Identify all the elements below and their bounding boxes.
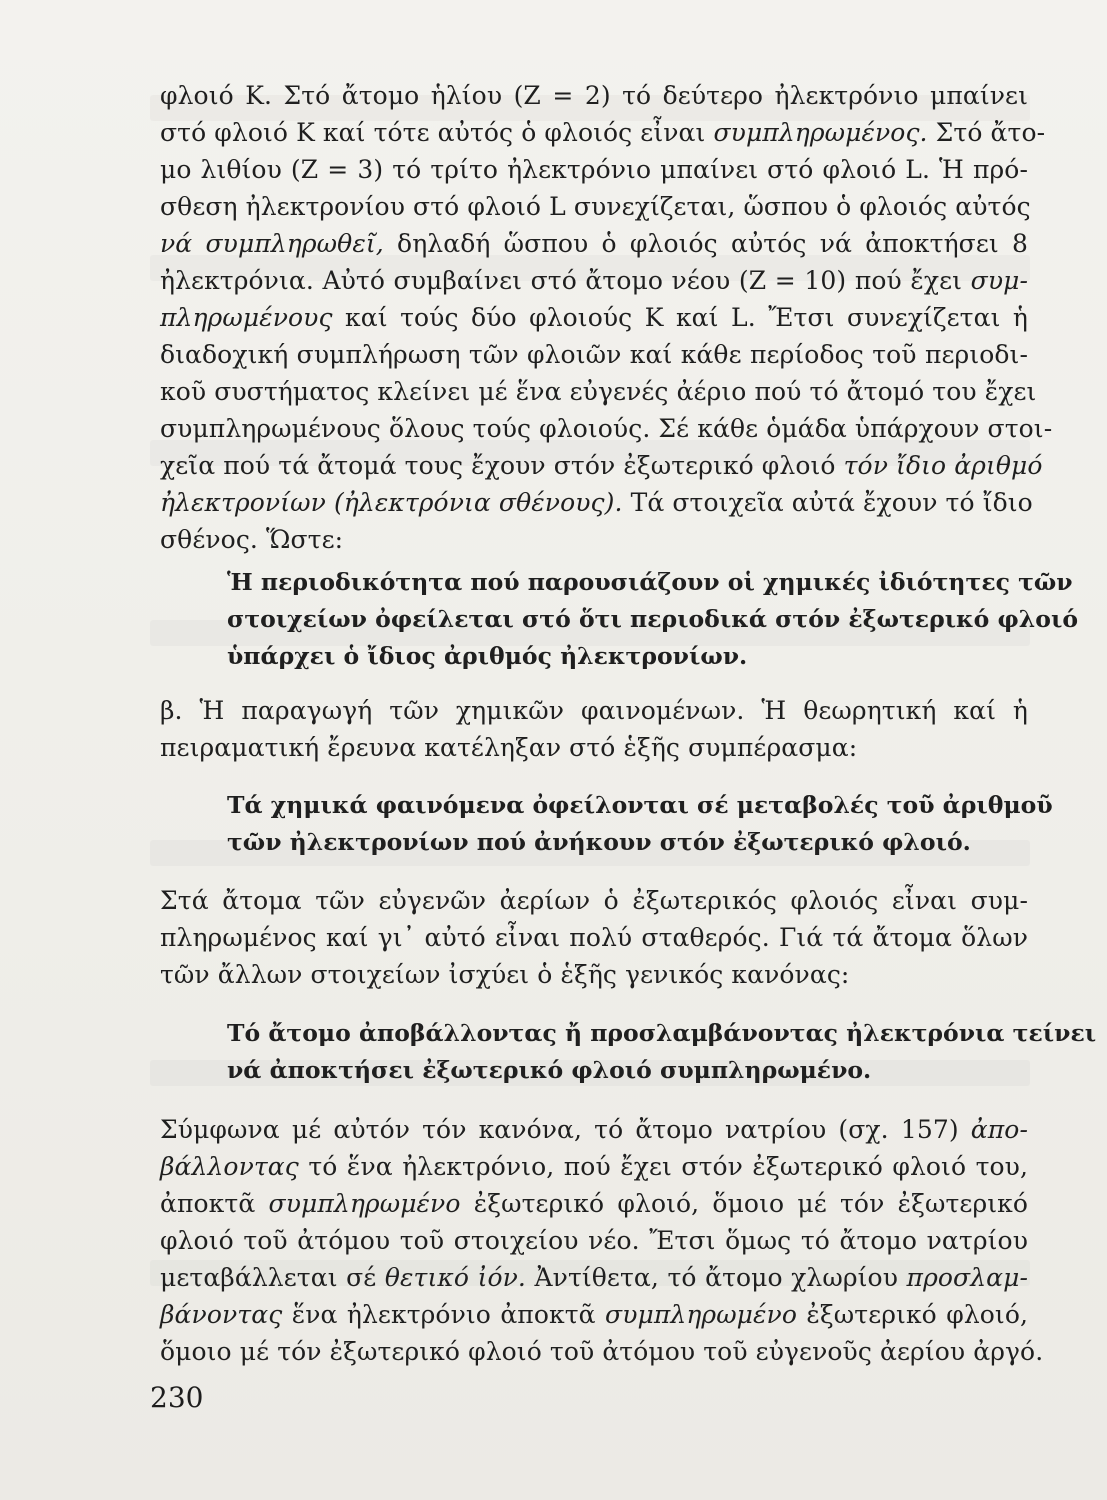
- text-line: ὅμοιο μέ τόν ἐξωτερικό φλοιό τοῦ ἀτόμου τοῦ εὐγενοῦς ἀερίου ἀργό.: [160, 1337, 1044, 1366]
- text-line: ἀποκτᾶ συμπληρωμένο ἐξωτερικό φλοιό, ὅμοιο μέ τόν ἐξωτερικό: [160, 1189, 1029, 1218]
- text-line: πληρωμένους καί τούς δύο φλοιούς K καί L. Ἔτσι συνεχίζεται ἡ: [160, 303, 1029, 332]
- rule-line: τῶν ἠλεκτρονίων πού ἀνήκουν στόν ἐξωτερικό φλοιό.: [227, 828, 971, 856]
- text-line: πειραματική ἔρευνα κατέληξαν στό ἑξῆς συμπέρασμα:: [160, 733, 858, 762]
- rule-octet: [227, 1015, 1097, 1089]
- text-line: μο λιθίου (Z = 3) τό τρίτο ἠλεκτρόνιο μπαίνει στό φλοιό L. Ἡ πρό-: [160, 155, 1028, 184]
- paragraph-sodium-chlorine: [160, 1111, 1044, 1370]
- page-number: 230: [150, 1381, 204, 1414]
- text-line: Στά ἄτομα τῶν εὐγενῶν ἀερίων ὁ ἐξωτερικός φλοιός εἶναι συμ-: [160, 886, 1028, 915]
- text-line: σθένος. Ὥστε:: [160, 525, 344, 554]
- text-line: σθεση ἠλεκτρονίου στό φλοιό L συνεχίζεται, ὥσπου ὁ φλοιός αὐτός: [160, 192, 1031, 221]
- paragraph-chemical-phenomena: [160, 692, 1028, 766]
- text-line: στό φλοιό K καί τότε αὐτός ὁ φλοιός εἶναι συμπληρωμένος. Στό ἄτο-: [160, 118, 1046, 147]
- rule-line: στοιχείων ὀφείλεται στό ὅτι περιοδικά στόν ἐξωτερικό φλοιό: [227, 605, 1078, 633]
- rule-chemical-changes: [227, 787, 1053, 861]
- text-line: χεῖα πού τά ἄτομά τους ἔχουν στόν ἐξωτερικό φλοιό τόν ἴδιο ἀριθμό: [160, 451, 1043, 480]
- rule-periodicity: [227, 564, 1078, 675]
- text-line: ἠλεκτρονίων (ἠλεκτρόνια σθένους). Τά στοιχεῖα αὐτά ἔχουν τό ἴδιο: [160, 488, 1033, 517]
- text-line: βάνοντας ἕνα ἠλεκτρόνιο ἀποκτᾶ συμπληρωμένο ἐξωτερικό φλοιό,: [160, 1300, 1029, 1329]
- rule-line: Τό ἄτομο ἀποβάλλοντας ἤ προσλαμβάνοντας ἠλεκτρόνια τείνει: [227, 1019, 1097, 1047]
- text-line: φλοιό τοῦ ἀτόμου τοῦ στοιχείου νέο. Ἔτσι ὅμως τό ἄτομο νατρίου: [160, 1226, 1028, 1255]
- paragraph-noble-gases: [160, 882, 1028, 993]
- text-line: ἠλεκτρόνια. Αὐτό συμβαίνει στό ἄτομο νέου (Z = 10) πού ἔχει συμ-: [160, 266, 1029, 295]
- rule-line: ὑπάρχει ὁ ἴδιος ἀριθμός ἠλεκτρονίων.: [227, 642, 748, 670]
- text-line: βάλλοντας τό ἕνα ἠλεκτρόνιο, πού ἔχει στόν ἐξωτερικό φλοιό του,: [160, 1152, 1028, 1181]
- text-line: Σύμφωνα μέ αὐτόν τόν κανόνα, τό ἄτομο νατρίου (σχ. 157) ἀπο-: [160, 1115, 1029, 1144]
- text-line: πληρωμένος καί γι᾽ αὐτό εἶναι πολύ σταθερός. Γιά τά ἄτομα ὅλων: [160, 923, 1028, 952]
- text-line: διαδοχική συμπλήρωση τῶν φλοιῶν καί κάθε περίοδος τοῦ περιοδι-: [160, 340, 1028, 369]
- text-line: μεταβάλλεται σέ θετικό ἰόν. Ἀντίθετα, τό ἄτομο χλωρίου προσλαμ-: [160, 1263, 1029, 1292]
- text-line: φλοιό K. Στό ἄτομο ἡλίου (Z = 2) τό δεύτερο ἠλεκτρόνιο μπαίνει: [160, 81, 1028, 110]
- text-line: κοῦ συστήματος κλείνει μέ ἕνα εὐγενές ἀέριο πού τό ἄτομό του ἔχει: [160, 377, 1037, 406]
- rule-line: νά ἀποκτήσει ἐξωτερικό φλοιό συμπληρωμένο.: [227, 1056, 872, 1084]
- text-line: νά συμπληρωθεῖ, δηλαδή ὥσπου ὁ φλοιός αὐτός νά ἀποκτήσει 8: [160, 229, 1029, 258]
- text-line: συμπληρωμένους ὅλους τούς φλοιούς. Σέ κάθε ὁμάδα ὑπάρχουν στοι-: [160, 414, 1053, 443]
- text-line: τῶν ἄλλων στοιχείων ἰσχύει ὁ ἑξῆς γενικός κανόνας:: [160, 960, 850, 989]
- rule-line: Ἡ περιοδικότητα πού παρουσιάζουν οἱ χημικές ἰδιότητες τῶν: [227, 568, 1073, 596]
- rule-line: Τά χημικά φαινόμενα ὀφείλονται σέ μεταβολές τοῦ ἀριθμοῦ: [227, 791, 1053, 819]
- text-line: β. Ἡ παραγωγή τῶν χημικῶν φαινομένων. Ἡ θεωρητική καί ἡ: [160, 696, 1028, 725]
- paragraph-shell-filling: [160, 77, 1053, 558]
